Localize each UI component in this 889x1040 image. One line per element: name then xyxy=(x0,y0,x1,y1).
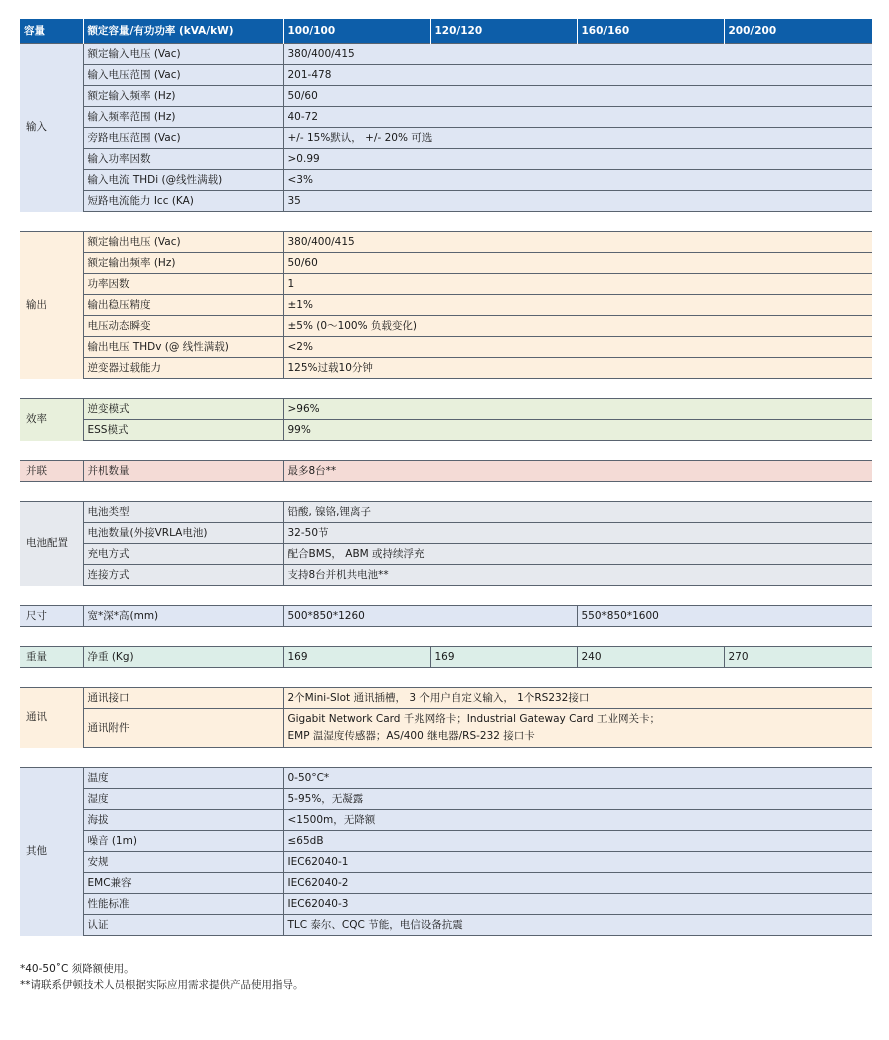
table-row xyxy=(20,810,872,831)
table-row xyxy=(20,358,872,379)
header-model-200: 200/200 xyxy=(724,19,872,44)
param-label: 额定输出电压 (Vac) xyxy=(83,232,283,253)
param-value: 0-50°C* xyxy=(283,768,872,789)
param-label: 逆变模式 xyxy=(83,399,283,420)
table-row xyxy=(20,316,872,337)
table-row xyxy=(20,191,872,212)
table-row xyxy=(20,420,872,441)
section-label-output: 输出 xyxy=(20,232,83,379)
param-label: 电池数量(外接VRLA电池) xyxy=(83,523,283,544)
footnote: **请联系伊顿技术人员根据实际应用需求提供产品使用指导。 xyxy=(20,979,304,991)
table-row xyxy=(20,128,872,149)
param-value: IEC62040-3 xyxy=(283,894,872,915)
param-value: 270 xyxy=(724,647,872,668)
param-value: 40-72 xyxy=(283,107,872,128)
table-row xyxy=(20,606,872,627)
table-row xyxy=(20,852,872,873)
table-row xyxy=(20,565,872,586)
param-label: 通讯接口 xyxy=(83,688,283,709)
table-row xyxy=(20,86,872,107)
section-label-parallel: 并联 xyxy=(20,461,83,482)
param-label: 输入电压范围 (Vac) xyxy=(83,65,283,86)
table-row xyxy=(20,44,872,65)
footnotes xyxy=(20,961,304,993)
param-label: 电池类型 xyxy=(83,502,283,523)
param-label: 充电方式 xyxy=(83,544,283,565)
table-row xyxy=(20,873,872,894)
table-row xyxy=(20,170,872,191)
footnote: *40-50˚C 须降额使用。 xyxy=(20,963,135,975)
param-value: 50/60 xyxy=(283,86,872,107)
param-value: 支持8台并机共电池** xyxy=(283,565,872,586)
table-row xyxy=(20,894,872,915)
param-label: 逆变器过载能力 xyxy=(83,358,283,379)
section-label-input: 输入 xyxy=(20,44,83,212)
section-label-battery: 电池配置 xyxy=(20,502,83,586)
header-model-100: 100/100 xyxy=(283,19,430,44)
param-value: <2% xyxy=(283,337,872,358)
spec-table-wrapper xyxy=(20,19,872,936)
table-row xyxy=(20,274,872,295)
table-row xyxy=(20,688,872,709)
header-capacity: 容量 xyxy=(20,19,83,44)
param-label: 旁路电压范围 (Vac) xyxy=(83,128,283,149)
param-value: ±5% (0～100% 负载变化) xyxy=(283,316,872,337)
param-label: 额定输出频率 (Hz) xyxy=(83,253,283,274)
table-row xyxy=(20,544,872,565)
param-label: 湿度 xyxy=(83,789,283,810)
accessory-line: Gigabit Network Card 千兆网络卡；Industrial Gateway Card 工业网关卡； xyxy=(287,713,660,725)
table-row xyxy=(20,768,872,789)
param-value: ±1% xyxy=(283,295,872,316)
header-model-160: 160/160 xyxy=(577,19,724,44)
param-value: TLC 泰尔、CQC 节能，电信设备抗震 xyxy=(283,915,872,936)
param-label: 电压动态瞬变 xyxy=(83,316,283,337)
param-value: 50/60 xyxy=(283,253,872,274)
table-row xyxy=(20,915,872,936)
param-label: ESS模式 xyxy=(83,420,283,441)
table-row xyxy=(20,337,872,358)
param-value: <3% xyxy=(283,170,872,191)
section-label-size: 尺寸 xyxy=(20,606,83,627)
param-label: 连接方式 xyxy=(83,565,283,586)
param-label: 输出电压 THDv (@ 线性满载) xyxy=(83,337,283,358)
table-row xyxy=(20,149,872,170)
param-label: 通讯附件 xyxy=(83,709,283,748)
param-value: 169 xyxy=(283,647,430,668)
section-label-other: 其他 xyxy=(20,768,83,936)
table-row xyxy=(20,399,872,420)
param-value: 1 xyxy=(283,274,872,295)
table-header-row xyxy=(20,19,872,44)
param-value: 201-478 xyxy=(283,65,872,86)
param-value: IEC62040-1 xyxy=(283,852,872,873)
section-label-efficiency: 效率 xyxy=(20,399,83,441)
param-label: 温度 xyxy=(83,768,283,789)
param-label: 并机数量 xyxy=(83,461,283,482)
param-value: 32-50节 xyxy=(283,523,872,544)
param-value: 99% xyxy=(283,420,872,441)
param-value: 配合BMS， ABM 或持续浮充 xyxy=(283,544,872,565)
param-value: <1500m，无降额 xyxy=(283,810,872,831)
param-label: 输出稳压精度 xyxy=(83,295,283,316)
param-value: 380/400/415 xyxy=(283,232,872,253)
table-row xyxy=(20,502,872,523)
param-value: 240 xyxy=(577,647,724,668)
param-value: >0.99 xyxy=(283,149,872,170)
table-row xyxy=(20,709,872,748)
param-value xyxy=(283,709,872,748)
param-label: 输入功率因数 xyxy=(83,149,283,170)
param-label: 安规 xyxy=(83,852,283,873)
table-row xyxy=(20,831,872,852)
table-row xyxy=(20,295,872,316)
section-label-comm: 通讯 xyxy=(20,688,83,748)
param-label: 性能标准 xyxy=(83,894,283,915)
header-model-120: 120/120 xyxy=(430,19,577,44)
param-label: EMC兼容 xyxy=(83,873,283,894)
param-label: 认证 xyxy=(83,915,283,936)
table-row xyxy=(20,253,872,274)
param-label: 额定输入电压 (Vac) xyxy=(83,44,283,65)
table-row xyxy=(20,647,872,668)
table-row xyxy=(20,789,872,810)
table-row xyxy=(20,107,872,128)
accessory-line: EMP 温湿度传感器；AS/400 继电器/RS-232 接口卡 xyxy=(287,730,535,742)
param-value: 5-95%，无凝露 xyxy=(283,789,872,810)
param-value: 550*850*1600 xyxy=(577,606,872,627)
param-value: >96% xyxy=(283,399,872,420)
param-value: 500*850*1260 xyxy=(283,606,577,627)
param-value: +/- 15%默认， +/- 20% 可选 xyxy=(283,128,872,149)
param-value: 125%过载10分钟 xyxy=(283,358,872,379)
param-value: 380/400/415 xyxy=(283,44,872,65)
param-value: 铅酸, 镍铬,锂离子 xyxy=(283,502,872,523)
table-row xyxy=(20,523,872,544)
header-rating: 额定容量/有功功率 (kVA/kW) xyxy=(83,19,283,44)
param-value: 2个Mini-Slot 通讯插槽， 3 个用户自定义输入， 1个RS232接口 xyxy=(283,688,872,709)
param-value: 最多8台** xyxy=(283,461,872,482)
section-label-weight: 重量 xyxy=(20,647,83,668)
param-label: 净重 (Kg) xyxy=(83,647,283,668)
param-value: 35 xyxy=(283,191,872,212)
param-label: 噪音 (1m) xyxy=(83,831,283,852)
param-value: IEC62040-2 xyxy=(283,873,872,894)
param-label: 短路电流能力 Icc (KA) xyxy=(83,191,283,212)
param-label: 额定输入频率 (Hz) xyxy=(83,86,283,107)
param-label: 宽*深*高(mm) xyxy=(83,606,283,627)
table-row xyxy=(20,461,872,482)
table-row xyxy=(20,232,872,253)
param-label: 输入电流 THDi (@线性满载) xyxy=(83,170,283,191)
table-row xyxy=(20,65,872,86)
param-label: 功率因数 xyxy=(83,274,283,295)
spec-table xyxy=(20,19,872,936)
param-label: 输入频率范围 (Hz) xyxy=(83,107,283,128)
param-label: 海拔 xyxy=(83,810,283,831)
param-value: ≤65dB xyxy=(283,831,872,852)
param-value: 169 xyxy=(430,647,577,668)
